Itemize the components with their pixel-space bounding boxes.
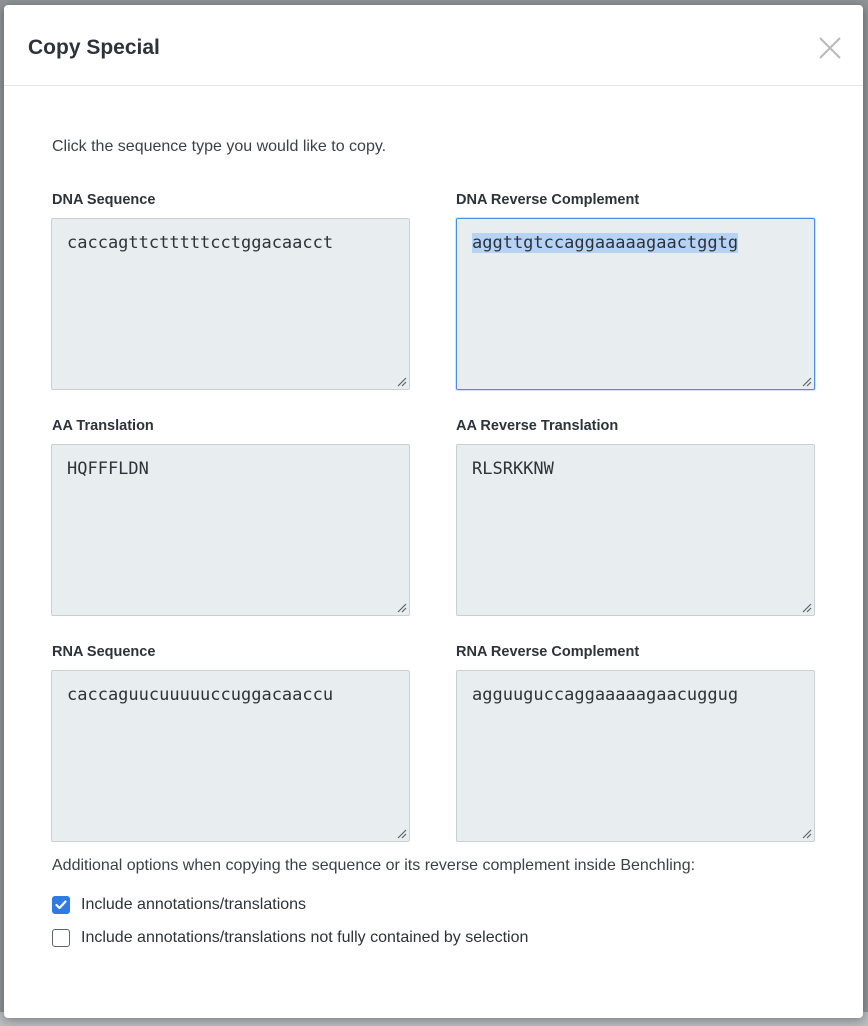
rna-reverse-complement-textarea[interactable] [456,670,815,842]
rna-reverse-complement-value: agguuguccaggaaaaagaacuggug [472,685,739,705]
dna-sequence-label: DNA Sequence [52,192,156,208]
resize-grip-icon[interactable] [801,602,812,613]
dialog-header [4,5,863,86]
resize-grip-icon[interactable] [396,376,407,387]
aa-reverse-translation-value: RLSRKKNW [472,459,554,479]
rna-sequence-textarea[interactable] [51,670,410,842]
dna-sequence-value: caccagttctttttcctggacaacct [67,233,334,253]
include-partial-annotations-checkbox[interactable] [52,929,70,947]
include-partial-annotations-label: Include annotations/translations not fully contained by selection [81,929,529,946]
resize-grip-icon[interactable] [396,602,407,613]
close-icon [817,35,843,61]
resize-grip-icon[interactable] [801,828,812,839]
aa-translation-label: AA Translation [52,418,154,434]
dialog-title: Copy Special [28,36,160,59]
include-partial-annotations-option[interactable] [52,927,528,949]
include-annotations-label: Include annotations/translations [81,896,307,913]
rna-reverse-complement-label: RNA Reverse Complement [456,644,640,660]
include-annotations-checkbox[interactable] [52,896,70,914]
aa-translation-textarea[interactable] [51,444,410,616]
rna-sequence-value: caccaguucuuuuuccuggacaaccu [67,685,334,705]
aa-reverse-translation-textarea[interactable] [456,444,815,616]
checkmark-icon [55,900,67,910]
additional-options-heading: Additional options when copying the sequence or its reverse complement inside Benchling: [52,857,696,874]
aa-reverse-translation-label: AA Reverse Translation [456,418,619,434]
dna-reverse-complement-value: aggttgtccaggaaaaagaactggtg [472,233,739,253]
dna-reverse-complement-label: DNA Reverse Complement [456,192,640,208]
close-button[interactable] [817,35,843,61]
resize-grip-icon[interactable] [801,376,812,387]
rna-sequence-label: RNA Sequence [52,644,156,660]
copy-special-dialog [4,5,863,1018]
dialog-instructions: Click the sequence type you would like to copy. [52,138,387,155]
resize-grip-icon[interactable] [396,828,407,839]
dna-reverse-complement-textarea[interactable] [456,218,815,390]
dna-sequence-textarea[interactable] [51,218,410,390]
aa-translation-value: HQFFFLDN [67,459,149,479]
include-annotations-option[interactable] [52,894,306,916]
